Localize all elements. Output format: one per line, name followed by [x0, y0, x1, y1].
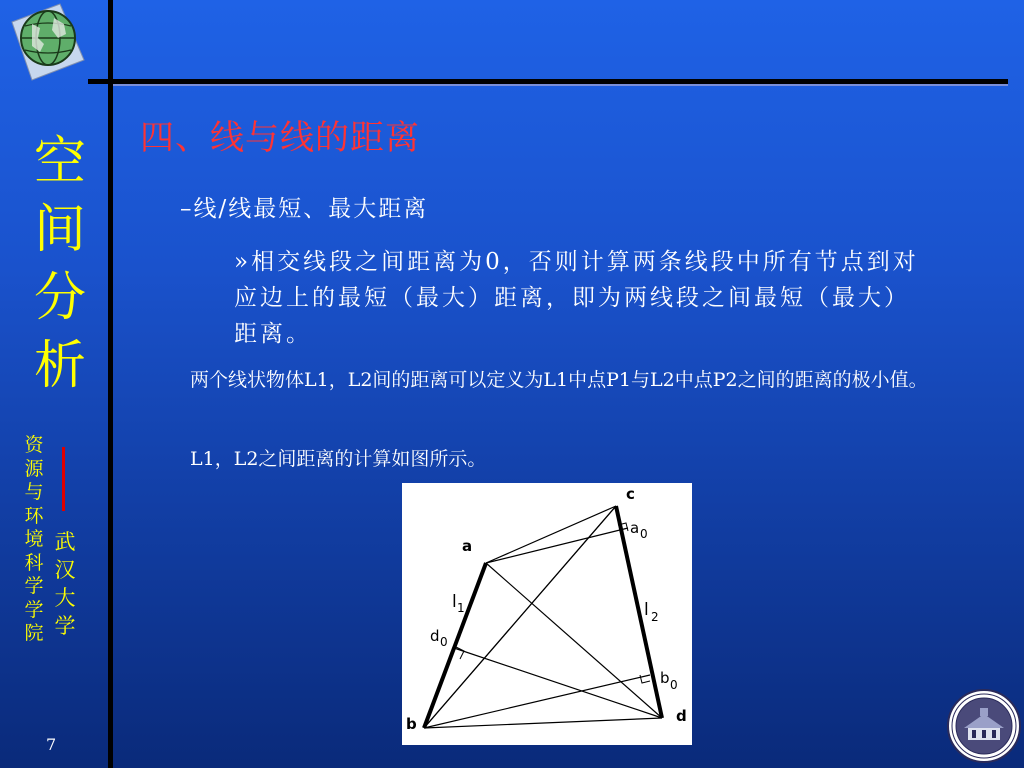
department-char: 学 [24, 575, 44, 597]
label-b: b [406, 715, 417, 733]
label-l2: l [644, 600, 649, 620]
university-char: 学 [54, 614, 76, 638]
page-number: 7 [46, 735, 57, 754]
vertical-divider [108, 0, 113, 768]
segment-l1 [424, 563, 486, 728]
label-d0-sub: 0 [440, 635, 448, 649]
sidebar-title-char: 分 [33, 268, 86, 328]
label-a0-sub: 0 [640, 527, 648, 541]
label-l1: l [452, 592, 457, 612]
bullet-level1: –线/线最短、最大距离 [180, 196, 429, 222]
slide-heading: 四、线与线的距离 [140, 118, 420, 158]
department-char: 环 [24, 504, 44, 527]
paragraph-definition: 两个线状物体L1，L2间的距离可以定义为L1中点P1与L2中点P2之间的距离的极小值。 [190, 369, 928, 391]
line-distance-figure [402, 483, 692, 745]
label-d: d [676, 707, 687, 725]
university-char: 大 [54, 586, 76, 610]
horizontal-accent-line [113, 84, 1008, 86]
label-d0: d [430, 627, 440, 645]
label-l2-sub: 2 [651, 610, 659, 624]
university-char: 汉 [54, 558, 76, 582]
label-a: a [462, 537, 473, 555]
label-b0-sub: 0 [670, 678, 678, 692]
department-char: 学 [24, 598, 44, 621]
globe-logo-icon [8, 2, 88, 82]
department-char: 源 [24, 457, 44, 480]
bullet-level2: »相交线段之间距离为0，否则计算两条线段中所有节点到对应边上的最短（最大）距离，即为两线段之间最短（最大）距离。 [234, 249, 919, 347]
paragraph-figure-caption: L1，L2之间距离的计算如图所示。 [190, 448, 487, 470]
university-seal-icon [946, 688, 1022, 764]
department-char: 院 [24, 622, 44, 644]
label-l1-sub: 1 [457, 601, 465, 615]
sidebar-title-char: 间 [33, 200, 86, 260]
sidebar-title-char: 析 [33, 336, 86, 396]
department-char: 境 [24, 528, 44, 550]
sidebar-title [28, 128, 92, 400]
label-a0: a [630, 519, 640, 537]
department-char: 科 [24, 551, 44, 574]
sidebar-title-char: 空 [33, 132, 86, 192]
university-char: 武 [54, 530, 76, 554]
label-c: c [626, 485, 635, 503]
label-b0: b [660, 669, 670, 687]
sidebar-red-bar [62, 447, 65, 511]
department-char: 资 [24, 434, 44, 456]
sidebar-university [51, 528, 79, 640]
department-char: 与 [24, 481, 44, 503]
sidebar-department [20, 434, 48, 646]
